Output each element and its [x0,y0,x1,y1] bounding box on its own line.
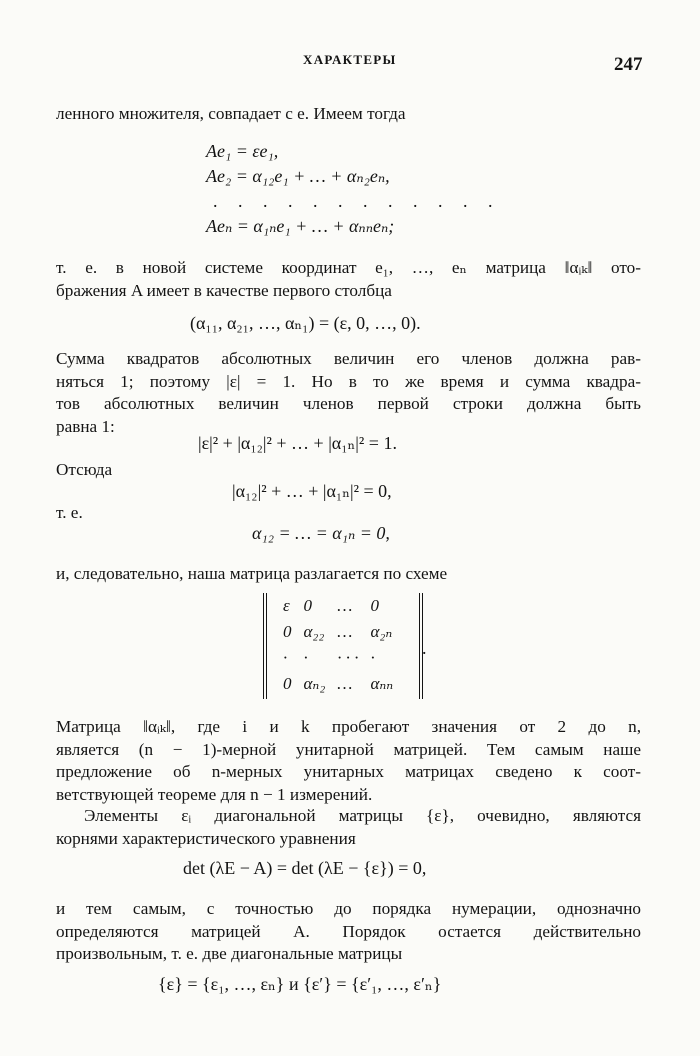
matrix-cell: 0 [303,596,312,615]
text-line: Сумма квадратов абсолютных величин его членов должна рав- [56,349,641,368]
equation-row-sum: |ε|² + |α₁₂|² + … + |α₁ₙ|² = 1. [198,433,397,453]
text-line: ленного множителя, совпадает с e. Имеем тогда [56,104,406,123]
paragraph-coordinates [56,257,641,302]
text-line: бражения A имеет в качестве первого столбца [56,280,392,300]
matrix-cell: · · · [337,648,359,667]
matrix-cell: α₂ₙ [370,622,393,641]
paragraph-diagonal [56,805,641,850]
text-line: предложение об n-мерных унитарных матрицах сведено к соот- [56,762,641,781]
equation-first-column: (α₁₁, α₂₁, …, αₙ₁) = (ε, 0, …, 0). [190,313,421,333]
matrix-cell: · [303,648,308,667]
matrix-row [277,671,399,697]
matrix-cell: · [283,648,288,667]
matrix-cell: 0 [283,674,292,693]
matrix-row [277,593,399,619]
text-line: произвольным, т. е. две диагональные матрицы [56,944,403,963]
text-line: т. е. в новой системе координат e₁, …, eₙ матрица ‖αᵢₖ‖ ото- [56,258,641,277]
text-line: тов абсолютных величин членов первой строки должна быть [56,394,641,413]
matrix-cell: … [337,622,353,641]
matrix-cell: 0 [283,622,292,641]
text-line: равна 1: [56,416,115,436]
matrix-cell: · [370,648,375,667]
paragraph-unitary [56,716,641,806]
page-number: 247 [614,54,643,75]
equation-hence: |α₁₂|² + … + |α₁ₙ|² = 0, [232,481,392,501]
equation-characteristic: det (λE − A) = det (λE − {ε}) = 0, [183,858,427,878]
text-line: Матрица ‖αᵢₖ‖, где i и k пробегают значения от 2 до n, [56,717,641,736]
label-ie: т. е. [56,503,83,522]
running-header: ХАРАКТЕРЫ [303,52,397,67]
paragraph-sum-squares [56,348,641,438]
matrix-cell: α₂₂ [303,622,325,641]
equation-line: Aeₙ = α₁ₙe₁ + … + αₙₙeₙ; [206,216,395,236]
text-line: ветствующей теореме для n − 1 измерений. [56,784,373,804]
block-matrix [263,593,423,699]
paragraph-decomposition [56,563,641,586]
matrix-cell: ε [283,596,290,615]
text-line: определяются матрицей A. Порядок остается действительно [56,921,641,941]
matrix-row [277,645,399,671]
matrix-cell: αₙₙ [370,674,394,693]
text-line: является (n − 1)-мерной унитарной матрицей. Тем самым наше [56,739,641,759]
matrix-cell: … [337,674,353,693]
text-line: няться 1; поэтому |ε| = 1. Но в то же время и сумма квадра- [56,371,641,391]
paragraph-ordering [56,898,641,966]
equation-dots: . . . . . . . . . . . . [213,191,501,211]
equation-diagonal-matrices: {ε} = {ε₁, …, εₙ} и {ε′} = {ε′₁, …, ε′ₙ} [158,974,442,994]
equation-line: Ae₂ = α₁₂e₁ + … + αₙ₂eₙ, [206,166,390,186]
text-line: и тем самым, с точностью до порядка нумерации, однозначно [56,899,641,918]
equation-line: Ae₁ = εe₁, [206,141,279,161]
matrix-cell: … [337,596,353,615]
matrix-period: . [422,638,427,658]
label-hence: Отсюда [56,460,113,479]
equation-zero: α₁₂ = … = α₁ₙ = 0, [252,523,390,543]
text-line: и, следовательно, наша матрица разлагается по схеме [56,564,448,583]
text-line: Элементы εᵢ диагональной матрицы {ε}, очевидно, являются [84,806,641,825]
text-line: корнями характеристического уравнения [56,828,356,848]
matrix-cell: αₙ₂ [303,674,326,693]
paragraph-intro [56,103,641,126]
matrix-row [277,619,399,645]
matrix-cell: 0 [370,596,379,615]
